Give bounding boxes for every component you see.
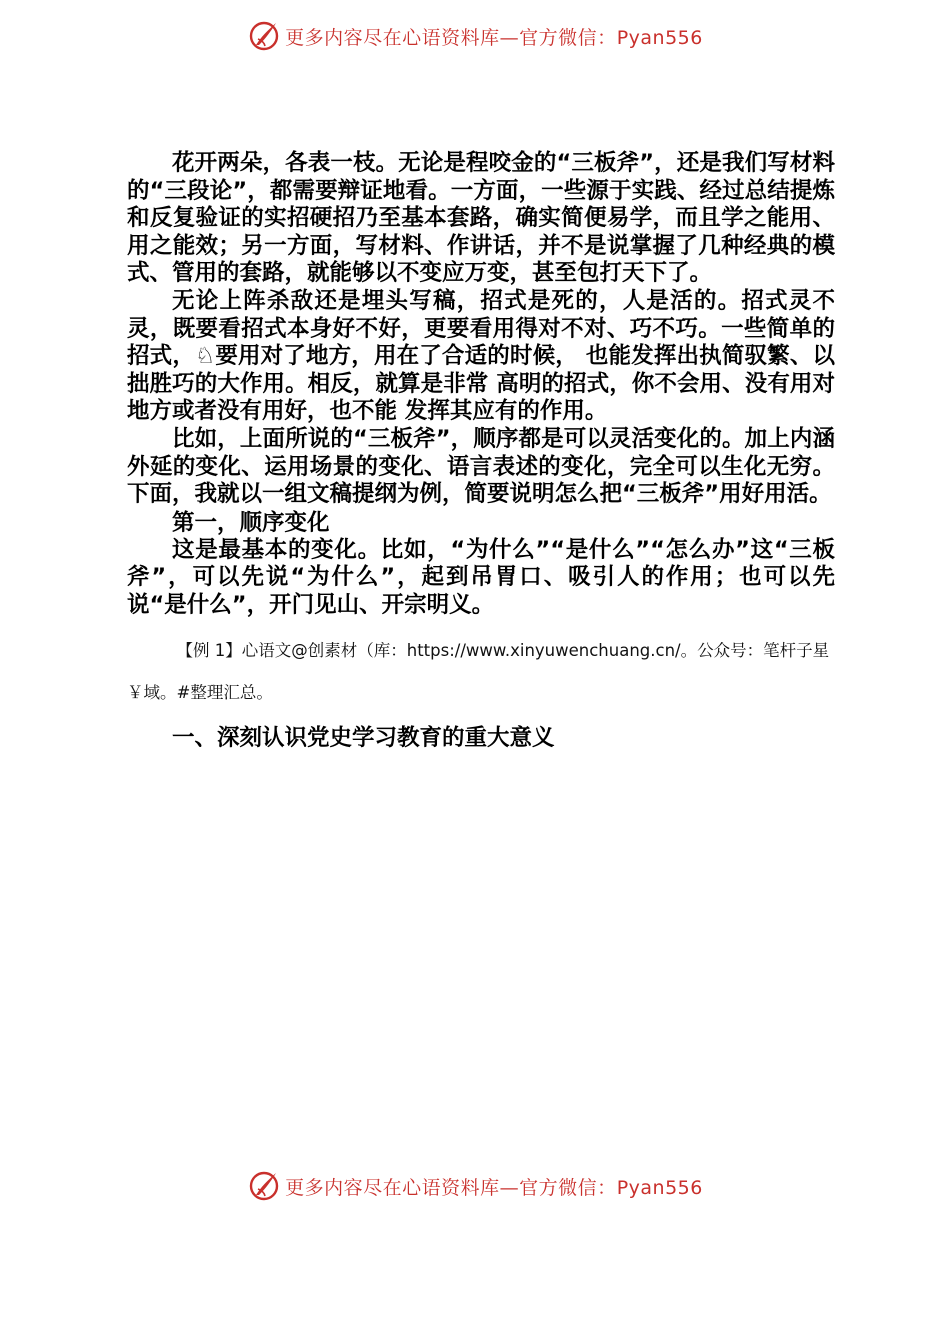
paragraph-2: 无论上阵杀敌还是埋头写稿，招式是死的，人是活的。招式灵不灵，既要看招式本身好不好，更要看用得对不对、巧不巧。一些简单的招式，♘要用对了地方，用在了合适的时候， 也能发挥出执简驭繁、以拙胜巧的大作用。相反，就算是非常 高明的招式，你不会用、没有用对地方或者没有用好，也不能 发挥其应有的作用。 <box>127 287 835 425</box>
subheading-order-change: 第一，顺序变化 <box>172 509 330 536</box>
watermark-wechat-label: 官方微信： <box>519 26 617 49</box>
paragraph-4: 这是最基本的变化。比如，“为什么”“是什么”“怎么办”这“三板斧”，可以先说“为什么”，起到吊胃口、吸引人的作用；也可以先说“是什么”，开门见山、开宗明义。 <box>127 536 835 618</box>
watermark-footer <box>0 1166 950 1206</box>
watermark-separator: — <box>499 1176 520 1199</box>
watermark-wechat-id: Pyan556 <box>616 26 703 49</box>
document-body <box>127 150 835 752</box>
watermark-separator: — <box>499 26 520 49</box>
watermark-text <box>285 1173 703 1200</box>
watermark-wechat-id: Pyan556 <box>616 1176 703 1199</box>
paragraph-1: 花开两朵，各表一枝。无论是程咬金的“三板斧”，还是我们写材料的“三段论”，都需要辩证地看。一方面，一些源于实践、经过总结提炼和反复验证的实招硬招乃至基本套路，确实简便易学，而且学之能用、用之能效；另一方面，写材料、作讲话，并不是说掌握了几种经典的模式、管用的套路，就能够以不变应万变，甚至包打天下了。 <box>127 150 835 287</box>
watermark-header <box>0 16 950 56</box>
watermark-library-name: 更多内容尽在心语资料库 <box>285 1176 500 1199</box>
watermark-text <box>285 23 703 50</box>
watermark-library-name: 更多内容尽在心语资料库 <box>285 26 500 49</box>
paragraph-3: 比如，上面所说的“三板斧”，顺序都是可以灵活变化的。加上内涵外延的变化、运用场景的变化、语言表述的变化，完全可以生化无穷。下面，我就以一组文稿提纲为例，简要说明怎么把“三板斧”用好用活。 <box>127 425 835 508</box>
watermark-wechat-label: 官方微信： <box>519 1176 617 1199</box>
quill-seal-icon <box>247 19 281 53</box>
section-heading: 一、深刻认识党史学习教育的重大意义 <box>172 724 555 751</box>
example-note: 【例 1】心语文@创素材（库：https://www.xinyuwenchuang.cn/。公众号：笔杆子星￥域。#整理汇总。 <box>127 640 830 702</box>
quill-seal-icon <box>247 1169 281 1203</box>
